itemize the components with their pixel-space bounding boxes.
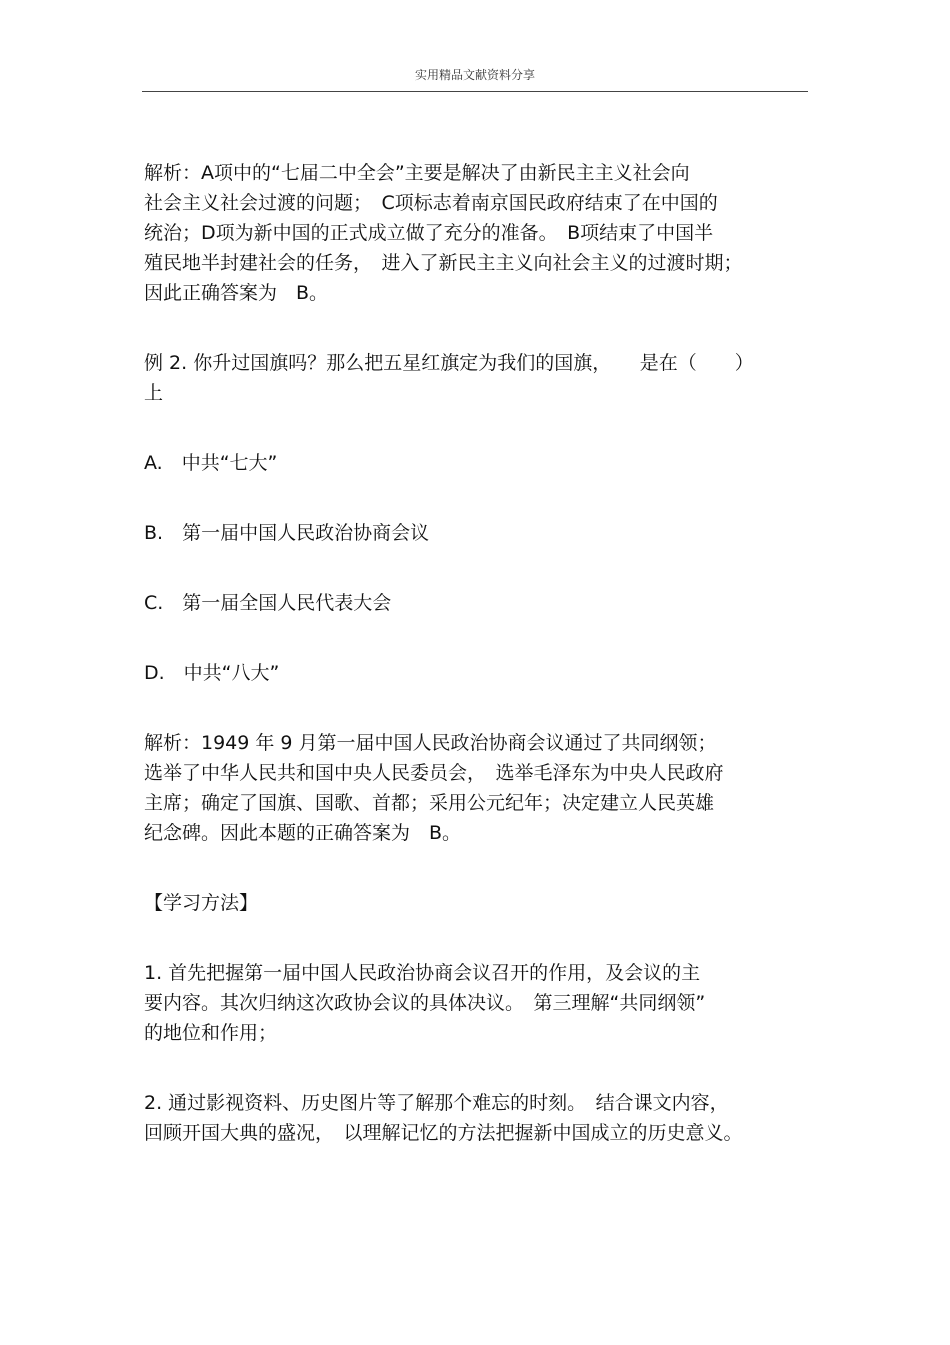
- text-line: 社会主义社会过渡的问题； C项标志着南京国民政府结束了在中国的: [144, 192, 718, 214]
- text-line: 殖民地半封建社会的任务， 进入了新民主主义向社会主义的过渡时期；: [144, 252, 743, 274]
- option-a: A. 中共“七大”: [144, 452, 278, 474]
- text-line: 选举了中华人民共和国中央人民委员会， 选举毛泽东为中央人民政府: [144, 762, 724, 784]
- text-line: 的地位和作用；: [144, 1022, 278, 1044]
- option-d: D. 中共“八大”: [144, 662, 280, 684]
- method-item-2: [144, 1088, 804, 1148]
- document-body: [144, 158, 804, 1148]
- text-line: 解析：A项中的“七届二中全会”主要是解决了由新民主主义社会向: [144, 162, 690, 184]
- text-line: 主席；确定了国旗、国歌、首都；采用公元纪年；决定建立人民英雄: [144, 792, 715, 814]
- header-divider: [142, 91, 808, 92]
- analysis-paragraph-2: [144, 728, 804, 848]
- option-c: C. 第一届全国人民代表大会: [144, 592, 392, 614]
- page-header: 实用精品文献资料分享: [414, 68, 535, 82]
- text-line: 例 2. 你升过国旗吗？那么把五星红旗定为我们的国旗， 是在（ ）: [144, 352, 754, 374]
- method-item-1: [144, 958, 804, 1048]
- option-b: B. 第一届中国人民政治协商会议: [144, 522, 430, 544]
- text-line: 1. 首先把握第一届中国人民政治协商会议召开的作用，及会议的主: [144, 962, 701, 984]
- section-heading-study-method: 【学习方法】: [144, 892, 259, 914]
- text-line: 统治；D项为新中国的正式成立做了充分的准备。 B项结束了中国半: [144, 222, 714, 244]
- example-question-2: [144, 348, 804, 408]
- text-line: 2. 通过影视资料、历史图片等了解那个难忘的时刻。 结合课文内容，: [144, 1092, 729, 1114]
- text-line: 回顾开国大典的盛况， 以理解记忆的方法把握新中国成立的历史意义。: [144, 1122, 743, 1144]
- analysis-paragraph-1: [144, 158, 804, 308]
- text-line: 上: [144, 382, 164, 404]
- text-line: 解析：1949 年 9 月第一届中国人民政治协商会议通过了共同纲领；: [144, 732, 717, 754]
- text-line: 纪念碑。因此本题的正确答案为 B。: [144, 822, 462, 844]
- text-line: 要内容。其次归纳这次政协会议的具体决议。 第三理解“共同纲领”: [144, 992, 706, 1014]
- text-line: 因此正确答案为 B。: [144, 282, 329, 304]
